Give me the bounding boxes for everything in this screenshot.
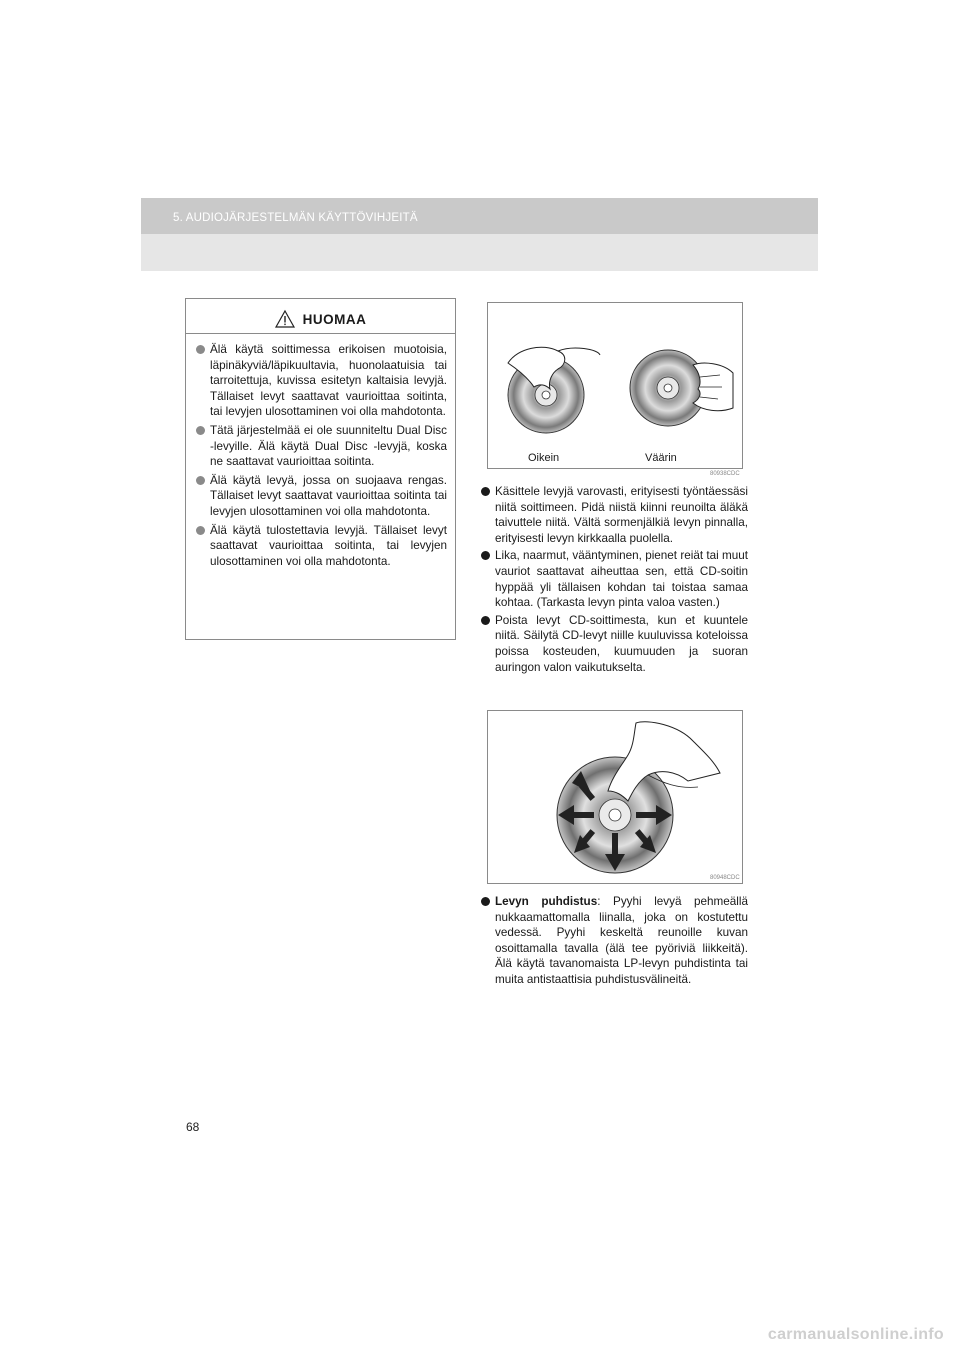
list-item xyxy=(480,548,748,610)
header-band xyxy=(141,198,818,271)
figure-code: 80938CDC xyxy=(710,471,740,477)
disc-cleaning-illustration xyxy=(488,711,742,883)
label-correct: Oikein xyxy=(528,452,560,464)
notice-item-text: Älä käytä tulostettavia levyjä. Tällaiset levyt saattavat vaurioittaa soitinta, tai levyjen ulosottaminen voi olla mahdotonta. xyxy=(210,523,447,568)
bullet-dot-icon xyxy=(196,426,205,435)
header-top-bar xyxy=(141,198,818,234)
notice-title: HUOMAA xyxy=(302,311,367,327)
list-item-text: Lika, naarmut, vääntyminen, pienet reiät tai muut vauriot saattavat aiheuttaa sen, että CD-soitin hyppää yli tällaisen kohdan tai toistaa samaa kohtaa. (Tarkasta levyn pinta valoa vasten.) xyxy=(495,549,748,610)
warning-triangle-icon xyxy=(275,310,295,328)
list-item-text: Käsittele levyjä varovasti, erityisesti työntäessäsi niitä soittimeen. Pidä niistä kiinni reunoilta äläkä taivuttele niitä. Vältä sormenjälkiä levyn pinnalla, erityisesti levyn kirkkaalla puolella. xyxy=(495,485,748,545)
notice-item xyxy=(196,523,447,570)
bullet-dot-icon xyxy=(481,616,490,625)
notice-list xyxy=(186,342,455,569)
disc-correct-icon xyxy=(508,347,600,433)
section-title: 5. AUDIOJÄRJESTELMÄN KÄYTTÖVIHJEITÄ xyxy=(173,212,418,224)
bullet-dot-icon xyxy=(196,526,205,535)
bullet-dot-icon xyxy=(481,897,490,906)
disc-wrong-icon xyxy=(630,350,733,426)
list-item-text: Poista levyt CD-soittimesta, kun et kuuntele niitä. Säilytä CD-levyt niille kuuluvissa koteloissa poissa kosteuden, kuumuuden ja suoran auringon valon vaikutukselta. xyxy=(495,613,748,674)
cleaning-list xyxy=(480,894,748,990)
list-item-text: : Pyyhi levyä pehmeällä nukkaamattomalla liinalla, joka on kostutettu vedessä. Pyyhi keskeltä reunoille kuvan osoittamalla tavalla (älä tee pyöriviä liikkeitä). Älä käytä tavanomaista LP-levyn puhdistinta tai muita antistaattisia puhdistusvälineitä. xyxy=(495,895,748,986)
list-item xyxy=(480,894,748,988)
notice-item xyxy=(196,342,447,420)
handling-list xyxy=(480,484,748,677)
notice-item-text: Älä käytä levyä, jossa on suojaava rengas. Tällaiset levyt saattavat vaurioittaa soitinta tai levyjen ulosottaminen voi olla mahdotonta. xyxy=(210,473,447,518)
label-wrong: Väärin xyxy=(645,452,677,464)
disc-handling-figure xyxy=(487,302,743,477)
bullet-dot-icon xyxy=(196,476,205,485)
notice-item-text: Tätä järjestelmää ei ole suunniteltu Dual Disc -levyille. Älä käytä Dual Disc -levyjä, koska ne saattavat vaurioittaa soitinta. xyxy=(210,423,447,469)
disc-handling-illustration xyxy=(488,303,742,477)
disc-cleaning-figure xyxy=(487,710,743,884)
list-item xyxy=(480,484,748,546)
page-number: 68 xyxy=(186,1120,200,1134)
list-item xyxy=(480,613,748,675)
notice-item xyxy=(196,423,447,470)
figure-code: 80948CDC xyxy=(710,875,740,881)
notice-item-text: Älä käytä soittimessa erikoisen muotoisia, läpinäkyviä/läpikuultavia, huonolaatuisia tai tarroitettuja, kuvissa esitetyn kaltaisia levyjä. Tällaiset levyt saattavat vaurioittaa soitinta, tai levyjen ulosottaminen voi olla mahdotonta. xyxy=(210,343,447,419)
bullet-dot-icon xyxy=(196,345,205,354)
notice-header xyxy=(186,299,455,334)
cleaning-heading: Levyn puhdistus xyxy=(495,895,598,908)
bullet-dot-icon xyxy=(481,551,490,560)
watermark: carmanualsonline.info xyxy=(767,1326,944,1343)
bullet-dot-icon xyxy=(481,487,490,496)
notice-item xyxy=(196,473,447,520)
notice-box xyxy=(185,298,456,640)
